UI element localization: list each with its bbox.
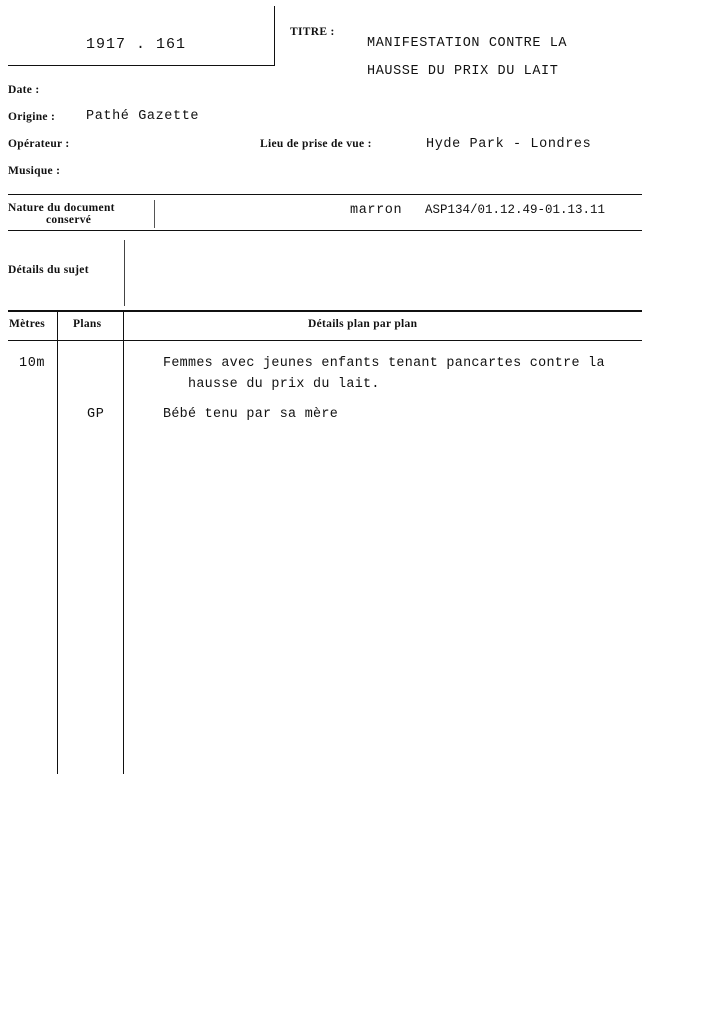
- details-sujet-label: Détails du sujet: [8, 264, 89, 276]
- header-box-bottom-border: [8, 65, 275, 66]
- column-divider-2: [123, 312, 124, 774]
- origine-value: Pathé Gazette: [86, 109, 200, 124]
- col-header-plans: Plans: [73, 318, 102, 330]
- lieu-value: Hyde Park - Londres: [426, 137, 592, 152]
- row-2-plan: GP: [87, 407, 105, 422]
- row-1-metres: 10m: [19, 356, 46, 371]
- column-divider-1: [57, 312, 58, 774]
- titre-label: TITRE :: [290, 26, 335, 38]
- nature-bottom-rule: [8, 230, 642, 231]
- row-2-details-line-1: Bébé tenu par sa mère: [163, 407, 339, 422]
- header-box-right-border: [274, 6, 275, 66]
- nature-code: ASP134/01.12.49-01.13.11: [425, 203, 606, 217]
- table-header-rule: [8, 340, 642, 341]
- nature-top-rule: [8, 194, 642, 195]
- reference-number: 1917 . 161: [86, 36, 187, 53]
- nature-label-line-2: conservé: [46, 214, 92, 226]
- musique-label: Musique :: [8, 165, 61, 177]
- origine-label: Origine :: [8, 111, 56, 123]
- title-line-1: MANIFESTATION CONTRE LA: [367, 36, 568, 51]
- row-1-details-line-2: hausse du prix du lait.: [188, 377, 380, 392]
- col-header-details: Détails plan par plan: [308, 318, 418, 330]
- nature-label-line-1: Nature du document: [8, 202, 115, 214]
- lieu-label: Lieu de prise de vue :: [260, 138, 372, 150]
- row-1-details-line-1: Femmes avec jeunes enfants tenant pancartes contre la: [163, 356, 605, 371]
- title-line-2: HAUSSE DU PRIX DU LAIT: [367, 64, 559, 79]
- date-label: Date :: [8, 84, 40, 96]
- nature-color: marron: [350, 203, 403, 218]
- details-sujet-brace: [124, 240, 125, 306]
- col-header-metres: Mètres: [9, 318, 46, 330]
- operateur-label: Opérateur :: [8, 138, 70, 150]
- table-top-rule: [8, 310, 642, 312]
- nature-divider: [154, 200, 155, 228]
